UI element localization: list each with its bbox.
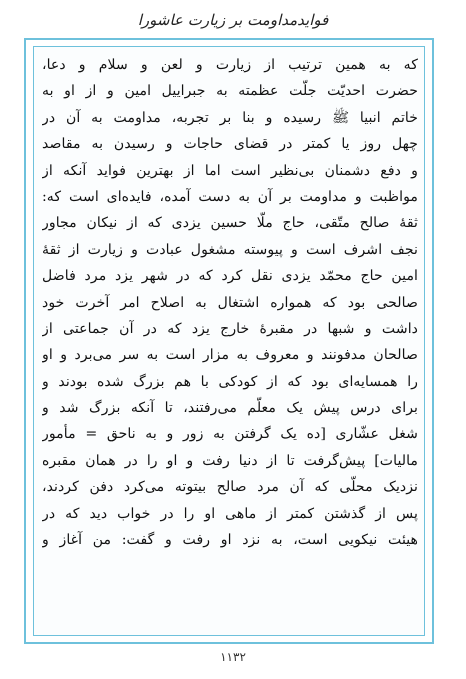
text-line: شغل عشّاری [ده یک گرفتن به زور و به ناحق = مأمور bbox=[42, 426, 418, 443]
text-line: صالحی بود که همواره اشتغال به اصلاح امر آخرت خود bbox=[42, 294, 418, 311]
text-line: مالیات] پیش‌گرفت تا از دنیا رفت و او را در همان مقبره bbox=[42, 452, 418, 469]
text-line: و دفع دشمنان بی‌نظیر است اما از بهترین فواید آنکه از bbox=[42, 162, 418, 179]
body-text bbox=[42, 52, 418, 632]
text-line: نزدیک محلّی که آن مرد صالح بیتوته می‌کرد دفن کردند، bbox=[42, 479, 418, 496]
text-line: هیئت نیکویی است، به نزد او رفت و گفت: من آغاز و bbox=[42, 532, 418, 549]
page-header bbox=[0, 0, 466, 40]
text-line: امین حاج محمّد یزدی نقل کرد که در شهر یزد مرد فاضل bbox=[42, 268, 418, 285]
text-line: برای درس پیش یک معلّم می‌رفتند، تا آنکه بزرگ شد و bbox=[42, 400, 418, 417]
text-line: ثقهٔ صالح متّقی، حاج ملّا حسین یزدی که از نیکان مجاور bbox=[42, 215, 418, 232]
text-line: پس از گذشتن کمتر از ماهی او را در خواب دید که در bbox=[42, 505, 418, 522]
text-line: داشت و شبها در مقبرهٔ خارج یزد که در آن جماعتی از bbox=[42, 320, 418, 337]
text-line: نجف اشرف است و پیوسته مشغول عبادت و زیارت از ثقهٔ bbox=[42, 241, 418, 258]
text-line: حضرت احدیّت جلّت عظمته به جبراییل امین و از او به bbox=[42, 83, 418, 100]
text-line: مواظبت و مداومت بر آن به دست آمده، فایده‌ای است که: bbox=[42, 188, 418, 205]
text-line: خاتم انبیا ﷺ رسیده و بنا بر تجربه، مداومت به آن در bbox=[42, 109, 418, 126]
text-line: چهل روز یا کمتر در قضای حاجات و رسیدن به مقاصد bbox=[42, 136, 418, 153]
text-line: را همسایه‌ای بود که از کودکی با هم بزرگ شده بودند و bbox=[42, 373, 418, 390]
text-line: که به همین ترتیب از زیارت و لعن و سلام و دعا، bbox=[42, 57, 418, 73]
page-header-title: فوایدمداومت بر زیارت عاشورا bbox=[137, 11, 329, 29]
text-line: صالحان مدفونند و معروف به مزار است به سر می‌برد و او bbox=[42, 347, 418, 364]
page-number: ۱۱۳۲ bbox=[220, 650, 246, 664]
